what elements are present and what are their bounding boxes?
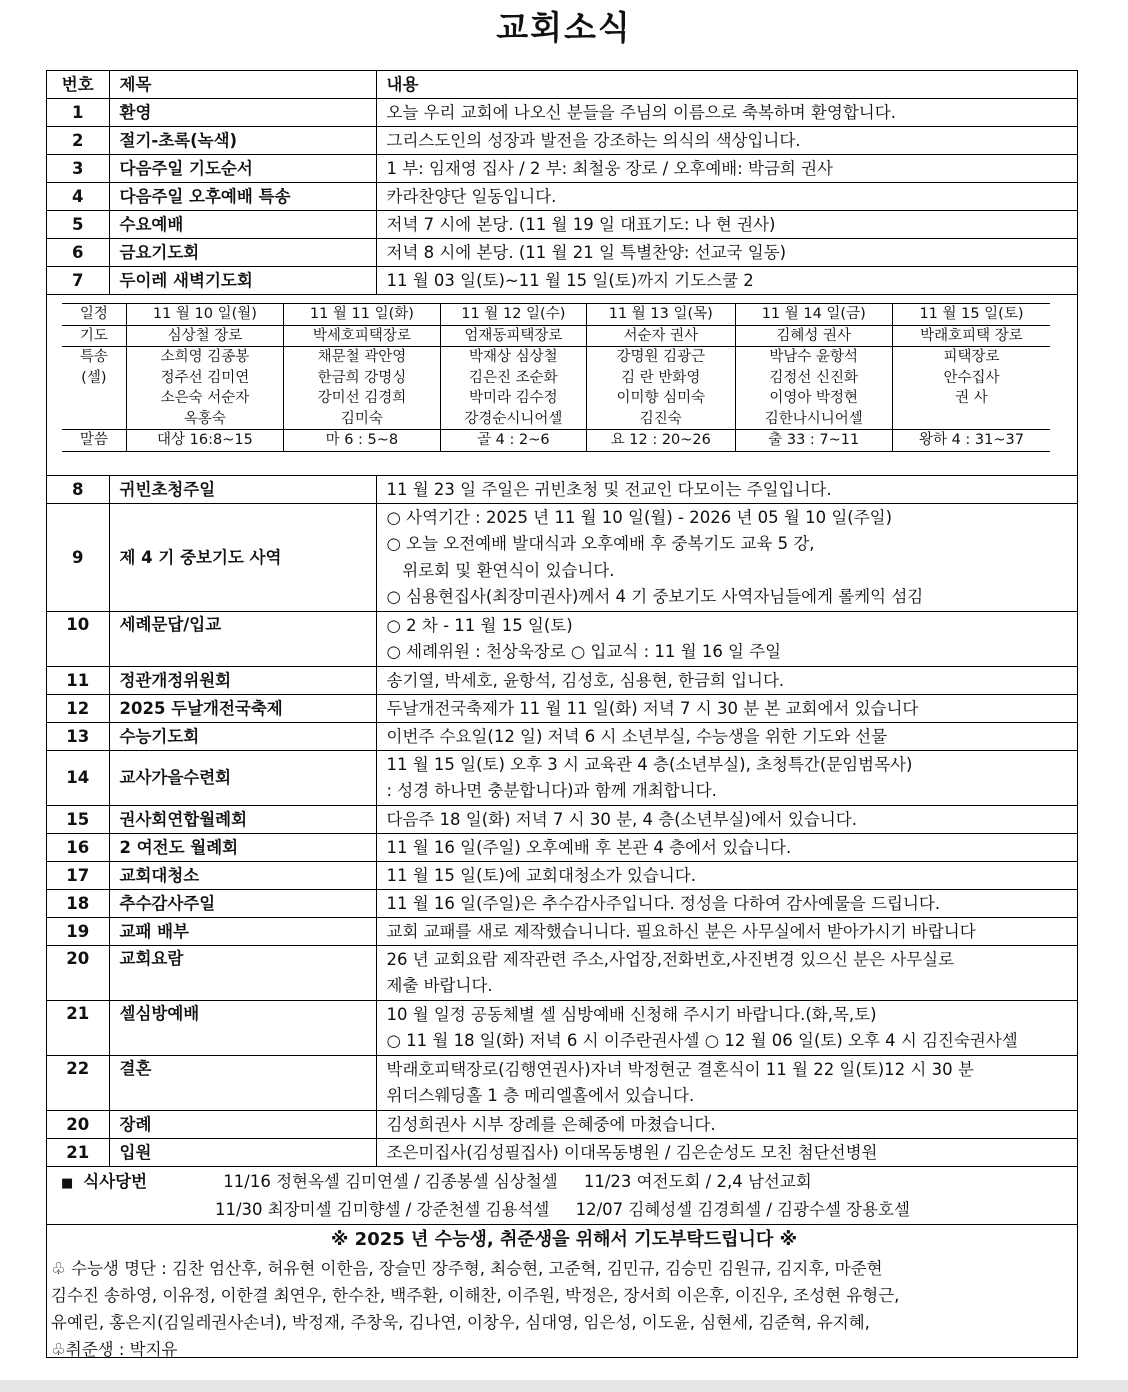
table-row — [47, 889, 1077, 917]
table-row — [47, 722, 1077, 750]
schedule-word-cell: 골 4 : 2~6 — [440, 430, 586, 452]
schedule-word-row — [62, 430, 1050, 452]
item-number: 1 — [47, 99, 109, 127]
item-content: 저녁 7 시에 본당. (11 월 19 일 대표기도: 나 현 권사) — [376, 211, 1077, 239]
schedule-word-cell: 대상 16:8~15 — [126, 430, 283, 452]
schedule-prayer-row — [62, 325, 1050, 347]
schedule-prayer-cell: 서순자 권사 — [587, 325, 735, 347]
item-content-line: ○ 오늘 오전예배 발대식과 오후예배 후 중복기도 교육 5 강, — [386, 534, 815, 553]
prayer-heading: ※ 2025 년 수능생, 취준생을 위해서 기도부탁드립니다 ※ — [330, 1228, 798, 1250]
table-row — [47, 861, 1077, 889]
meal-duty-text: 11/16 정현옥셀 김미연셀 / 김종봉셀 심상철셀 11/23 여전도회 / 2,4 남선교회 — [223, 1171, 812, 1191]
schedule-prayer-cell: 심상철 장로 — [126, 325, 283, 347]
item-content-line: : 성경 하나면 충분합니다)과 함께 개최합니다. — [386, 781, 717, 800]
item-content — [376, 889, 1077, 917]
table-header-row — [47, 71, 1077, 99]
item-number: 4 — [47, 183, 109, 211]
item-content-line: 제출 바랍니다. — [386, 976, 493, 995]
item-title: 입원 — [109, 1138, 376, 1166]
item-title: 교회요람 — [109, 945, 376, 1000]
item-number: 3 — [47, 155, 109, 183]
item-content: 11 월 03 일(토)~11 월 15 일(토)까지 기도스쿨 2 — [376, 267, 1077, 295]
schedule-prayer-cell: 박세호피택장로 — [284, 325, 440, 347]
schedule-song-cell: 박재상 심상철 김은진 조순화 박미라 김수정 강경순시니어셀 — [440, 347, 586, 430]
item-title: 교회대청소 — [109, 861, 376, 889]
schedule-song-cell: 채문철 곽안영 한금희 강명싱 강미선 김경희 김미숙 — [284, 347, 440, 430]
schedule-word-cell: 마 6 : 5~8 — [284, 430, 440, 452]
table-row — [47, 1138, 1077, 1166]
item-content-line: 11 월 15 일(토) 오후 3 시 교육관 4 층(소년부실), 초청특간(문임범목사) — [386, 754, 913, 774]
item-title: 결혼 — [109, 1055, 376, 1110]
prayer-request-row — [47, 1224, 1077, 1363]
item-content-line: 11 월 15 일(토)에 교회대청소가 있습니다. — [386, 865, 696, 885]
table-row — [47, 1000, 1077, 1055]
item-content — [376, 861, 1077, 889]
schedule-date-row — [62, 304, 1050, 326]
schedule-song-label: 특송 (셀) — [62, 347, 126, 430]
table-row — [47, 211, 1077, 239]
item-content — [376, 666, 1077, 694]
bullet-icon: ■ — [61, 1175, 74, 1191]
table-row — [47, 155, 1077, 183]
item-title: 수요예배 — [109, 211, 376, 239]
schedule-prayer-cell: 박래호피택 장로 — [892, 325, 1050, 347]
item-title: 교패 배부 — [109, 917, 376, 945]
item-title: 다음주일 오후예배 특송 — [109, 183, 376, 211]
item-content-line: 11 월 23 일 주일은 귀빈초청 및 전교인 다모이는 주일입니다. — [386, 479, 832, 499]
item-content-line: 교회 교패를 새로 제작했습니니다. 필요하신 분은 사무실에서 받아가시기 바랍니다 — [386, 921, 976, 941]
item-title: 환영 — [109, 99, 376, 127]
item-title: 2025 두날개전국축제 — [109, 694, 376, 722]
meal-duty — [47, 1167, 1077, 1224]
item-number: 21 — [47, 1000, 109, 1055]
item-content — [376, 1138, 1077, 1166]
item-number: 21 — [47, 1138, 109, 1166]
meal-duty-cell — [47, 1166, 1077, 1224]
item-content: 그리스도인의 성장과 발전을 강조하는 의식의 색상입니다. — [376, 127, 1077, 155]
item-content — [376, 945, 1077, 1000]
schedule-date-cell: 11 월 10 일(월) — [126, 304, 283, 326]
schedule-date-cell: 11 월 15 일(토) — [892, 304, 1050, 326]
item-number: 9 — [47, 503, 109, 611]
bottom-scroll-bar — [0, 1380, 1128, 1392]
item-title: 절기-초록(녹색) — [109, 127, 376, 155]
item-content-line: 김성희권사 시부 장례를 은혜중에 마쳤습니다. — [386, 1114, 716, 1134]
table-row — [47, 1110, 1077, 1138]
meal-duty-row — [47, 1166, 1077, 1224]
meal-duty-line — [51, 1197, 1077, 1223]
item-title: 교사가을수련회 — [109, 750, 376, 805]
item-number: 6 — [47, 239, 109, 267]
item-content — [376, 1055, 1077, 1110]
item-content — [376, 1000, 1077, 1055]
item-content — [376, 1110, 1077, 1138]
schedule-song-cell: 강명원 김광근 김 란 반화영 이미향 심미숙 김진숙 — [587, 347, 735, 430]
schedule-prayer-label: 기도 — [62, 325, 126, 347]
prayer-list-line: 김수진 송하영, 이유정, 이한결 최연우, 한수찬, 백주환, 이해찬, 이주원, 박정은, 장서희 이은후, 이진우, 조성현 유형근, — [51, 1285, 900, 1305]
table-row — [47, 1055, 1077, 1110]
item-title: 두이레 새벽기도회 — [109, 267, 376, 295]
item-title: 정관개정위원회 — [109, 666, 376, 694]
schedule-song-cell: 피택장로 안수집사 권 사 — [892, 347, 1050, 430]
header-no: 번호 — [47, 71, 109, 99]
item-number: 20 — [47, 945, 109, 1000]
table-row — [47, 267, 1077, 295]
schedule-word-cell: 왕하 4 : 31~37 — [892, 430, 1050, 452]
table-row — [47, 503, 1077, 611]
item-number: 17 — [47, 861, 109, 889]
meal-duty-label: 식사당번 — [83, 1171, 148, 1191]
prayer-list-line: ♧ 수능생 명단 : 김찬 엄산후, 허유현 이한음, 장슬민 장주형, 최승현, 고준혁, 김민규, 김승민 김원규, 김지후, 마준현 — [51, 1258, 883, 1278]
item-content-line: 두날개전국축제가 11 월 11 일(화) 저녁 7 시 30 분 본 교회에서 있습니다 — [386, 698, 919, 718]
item-title: 세례문답/입교 — [109, 611, 376, 666]
item-title: 2 여전도 월례회 — [109, 833, 376, 861]
item-title: 장례 — [109, 1110, 376, 1138]
item-title: 다음주일 기도순서 — [109, 155, 376, 183]
schedule-word-cell: 출 33 : 7~11 — [735, 430, 892, 452]
table-row — [47, 183, 1077, 211]
schedule-prayer-cell: 김혜성 권사 — [735, 325, 892, 347]
schedule-cell — [47, 295, 1077, 476]
schedule-song-row — [62, 347, 1050, 430]
item-content-line: ○ 2 차 - 11 월 15 일(토) — [386, 615, 573, 635]
schedule-song-cell: 소희영 김종봉 정주선 김미연 소은숙 서순자 옥홍숙 — [126, 347, 283, 430]
item-title: 제 4 기 중보기도 사역 — [109, 503, 376, 611]
table-row — [47, 750, 1077, 805]
item-content-line: 위로회 및 환연식이 있습니다. — [386, 560, 615, 580]
item-content: 저녁 8 시에 본당. (11 월 21 일 특별찬양: 선교국 일동) — [376, 239, 1077, 267]
item-content-line: 다음주 18 일(화) 저녁 7 시 30 분, 4 층(소년부실)에서 있습니다. — [386, 809, 857, 829]
item-number: 22 — [47, 1055, 109, 1110]
prayer-list-line: 유예린, 홍은지(김일레권사손녀), 박정재, 주창욱, 김나연, 이창우, 심대영, 임은성, 이도윤, 심현세, 김준혁, 유지혜, — [51, 1312, 870, 1332]
item-content — [376, 722, 1077, 750]
item-content-line: 박래호피택장로(김행연권사)자녀 박정현군 결혼식이 11 월 22 일(토)12 시 30 분 — [386, 1059, 974, 1079]
table-row — [47, 99, 1077, 127]
header-title: 제목 — [109, 71, 376, 99]
table-row — [47, 917, 1077, 945]
schedule-date-cell: 11 월 12 일(수) — [440, 304, 586, 326]
item-content-line: ○ 11 월 18 일(화) 저녁 6 시 이주란권사셀 ○ 12 월 06 일(토) 오후 4 시 김진숙권사셀 — [386, 1031, 1018, 1050]
item-content-line: ○ 사역기간 : 2025 년 11 월 10 일(월) - 2026 년 05 월 10 일(주일) — [386, 507, 893, 527]
prayer-list-line: ♧취준생 : 박지유 — [51, 1339, 178, 1359]
item-number: 16 — [47, 833, 109, 861]
item-content — [376, 694, 1077, 722]
item-title: 수능기도회 — [109, 722, 376, 750]
item-title: 셀심방예배 — [109, 1000, 376, 1055]
item-content: 오늘 우리 교회에 나오신 분들을 주님의 이름으로 축복하며 환영합니다. — [376, 99, 1077, 127]
table-row — [47, 694, 1077, 722]
table-row — [47, 805, 1077, 833]
item-content: 1 부: 임재영 집사 / 2 부: 최철웅 장로 / 오후예배: 박금희 권사 — [376, 155, 1077, 183]
schedule-date-cell: 11 월 11 일(화) — [284, 304, 440, 326]
item-content-line: ○ 세례위원 : 천상욱장로 ○ 입교식 : 11 월 16 일 주일 — [386, 642, 782, 661]
item-number: 15 — [47, 805, 109, 833]
table-row — [47, 945, 1077, 1000]
item-content — [376, 833, 1077, 861]
item-number: 20 — [47, 1110, 109, 1138]
item-content-line: 11 월 16 일(주일) 오후예배 후 본관 4 층에서 있습니다. — [386, 837, 792, 857]
item-number: 18 — [47, 889, 109, 917]
item-content — [376, 805, 1077, 833]
item-content-line: 26 년 교회요람 제작관련 주소,사업장,전화번호,사진변경 있으신 분은 사무실로 — [386, 949, 955, 969]
item-number: 7 — [47, 267, 109, 295]
item-number: 10 — [47, 611, 109, 666]
schedule-date-cell: 11 월 13 일(목) — [587, 304, 735, 326]
meal-duty-text: 11/30 최장미셀 김미향셀 / 강준천셀 김용석셀 12/07 김혜성셀 김경희셀 / 김광수셀 장용호셀 — [215, 1199, 910, 1219]
item-number: 12 — [47, 694, 109, 722]
item-content-line: 10 월 일정 공동체별 셀 심방예배 신청해 주시기 바랍니다.(화,목,토) — [386, 1004, 877, 1024]
header-content: 내용 — [376, 71, 1077, 99]
item-number: 2 — [47, 127, 109, 155]
item-content — [376, 917, 1077, 945]
item-content — [376, 611, 1077, 666]
item-number: 13 — [47, 722, 109, 750]
news-frame — [46, 70, 1078, 1358]
prayer-request-cell — [47, 1224, 1077, 1363]
schedule-table — [62, 303, 1050, 452]
schedule-song-cell: 박남수 윤항석 김정선 신진화 이영아 박정현 김한나시니어셀 — [735, 347, 892, 430]
item-title: 권사회연합월례회 — [109, 805, 376, 833]
schedule-row — [47, 295, 1077, 476]
table-row — [47, 666, 1077, 694]
table-row — [47, 239, 1077, 267]
item-content: 카라찬양단 일동입니다. — [376, 183, 1077, 211]
table-row — [47, 475, 1077, 503]
table-row — [47, 127, 1077, 155]
item-title: 귀빈초청주일 — [109, 475, 376, 503]
item-content — [376, 503, 1077, 611]
page-title: 교회소식 — [496, 8, 632, 47]
item-content — [376, 750, 1077, 805]
news-table — [47, 71, 1077, 1363]
schedule-word-cell: 요 12 : 20~26 — [587, 430, 735, 452]
item-content — [376, 475, 1077, 503]
item-title: 추수감사주일 — [109, 889, 376, 917]
item-content-line: 11 월 16 일(주일)은 추수감사주입니다. 정성을 다하여 감사예물을 드립니다. — [386, 893, 941, 913]
schedule-date-label: 일정 — [62, 304, 126, 326]
schedule-word-label: 말씀 — [62, 430, 126, 452]
item-number: 14 — [47, 750, 109, 805]
item-content-line: 송기열, 박세호, 윤항석, 김성호, 심용현, 한금희 입니다. — [386, 670, 785, 690]
item-number: 8 — [47, 475, 109, 503]
schedule-prayer-cell: 엄재동피택장로 — [440, 325, 586, 347]
schedule-date-cell: 11 월 14 일(금) — [735, 304, 892, 326]
item-content-line: ○ 심용현집사(최장미권사)께서 4 기 중보기도 사역자님들에게 롤케익 섬김 — [386, 587, 924, 606]
item-content-line: 조은미집사(김성필집사) 이대목동병원 / 김은순성도 모친 첨단선병원 — [386, 1142, 878, 1162]
table-row — [47, 611, 1077, 666]
item-number: 11 — [47, 666, 109, 694]
item-content-line: 위더스웨딩홀 1 층 메리엘홀에서 있습니다. — [386, 1086, 695, 1105]
item-content-line: 이번주 수요일(12 일) 저녁 6 시 소년부실, 수능생을 위한 기도와 선물 — [386, 726, 888, 746]
item-number: 19 — [47, 917, 109, 945]
meal-duty-line — [51, 1169, 1077, 1197]
item-title: 금요기도회 — [109, 239, 376, 267]
item-number: 5 — [47, 211, 109, 239]
table-row — [47, 833, 1077, 861]
